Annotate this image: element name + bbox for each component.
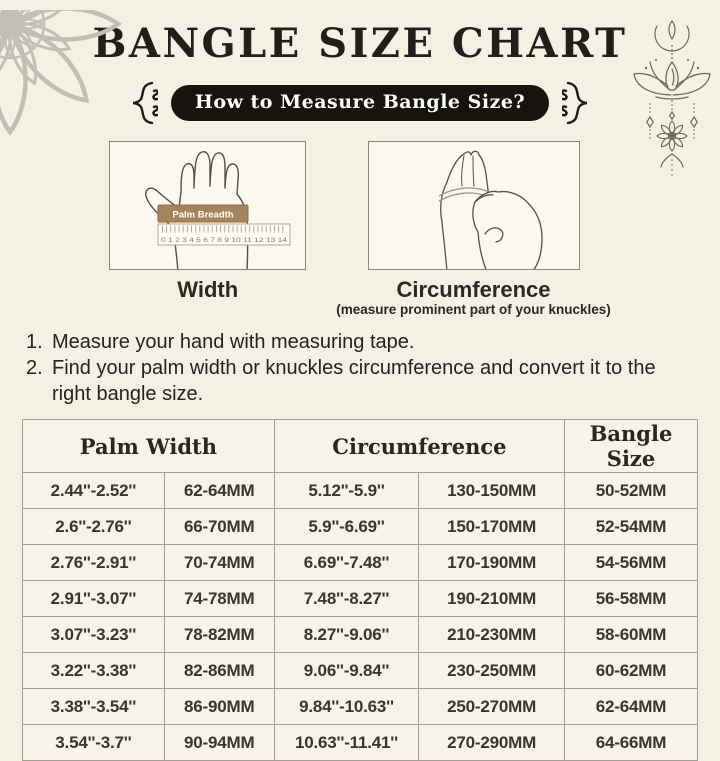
table-row [23, 725, 698, 761]
table-cell: 9.06''-9.84'' [274, 653, 418, 689]
table-cell: 3.22''-3.38'' [23, 653, 165, 689]
table-row [23, 473, 698, 509]
table-cell: 82-86MM [164, 653, 274, 689]
table-cell: 7.48''-8.27'' [274, 581, 418, 617]
mandala-flower-icon [0, 10, 224, 250]
table-cell: 9.84''-10.63'' [274, 689, 418, 725]
table-cell: 58-60MM [565, 617, 698, 653]
instructions [26, 329, 698, 407]
table-cell: 50-52MM [565, 473, 698, 509]
hanging-lotus-ornament-icon [626, 20, 718, 180]
table-cell: 230-250MM [419, 653, 565, 689]
how-to-measure-badge: How to Measure Bangle Size? [171, 85, 549, 121]
bangle-size-header: Bangle Size [565, 420, 698, 473]
table-cell: 130-150MM [419, 473, 565, 509]
table-header-row [23, 420, 698, 473]
table-cell: 62-64MM [164, 473, 274, 509]
table-row [23, 653, 698, 689]
instruction-item [26, 329, 698, 355]
table-cell: 54-56MM [565, 545, 698, 581]
table-cell: 150-170MM [419, 509, 565, 545]
table-cell: 2.44''-2.52'' [23, 473, 165, 509]
table-cell: 64-66MM [565, 725, 698, 761]
bangle-size-chart-page [0, 20, 720, 752]
table-cell: 90-94MM [164, 725, 274, 761]
palm-breadth-chip-label: Palm Breadth [172, 209, 234, 221]
table-cell: 74-78MM [164, 581, 274, 617]
circumference-figure-column [336, 141, 611, 317]
table-cell: 250-270MM [419, 689, 565, 725]
table-cell: 66-70MM [164, 509, 274, 545]
table-row [23, 581, 698, 617]
circumference-figure-box [368, 141, 580, 270]
table-cell: 5.12''-5.9'' [274, 473, 418, 509]
table-cell: 170-190MM [419, 545, 565, 581]
table-cell: 3.38''-3.54'' [23, 689, 165, 725]
curly-flourish-icon [562, 80, 592, 126]
table-cell: 270-290MM [419, 725, 565, 761]
circumference-note: (measure prominent part of your knuckles) [336, 302, 611, 318]
table-cell: 2.76''-2.91'' [23, 545, 165, 581]
instruction-number: 1. [26, 331, 43, 354]
instruction-text: Find your palm width or knuckles circumference and convert it to the right bangle size. [52, 357, 656, 406]
width-label: Width [177, 277, 239, 302]
table-cell: 10.63''-11.41'' [274, 725, 418, 761]
size-table-body [23, 473, 698, 761]
table-row [23, 545, 698, 581]
table-row [23, 689, 698, 725]
table-cell: 8.27''-9.06'' [274, 617, 418, 653]
table-cell: 78-82MM [164, 617, 274, 653]
table-cell: 3.54''-3.7'' [23, 725, 165, 761]
table-cell: 56-58MM [565, 581, 698, 617]
circumference-label: Circumference [396, 277, 551, 302]
circumference-header: Circumference [274, 420, 564, 473]
palm-width-header: Palm Width [23, 420, 275, 473]
instruction-number: 2. [26, 357, 43, 380]
table-row [23, 617, 698, 653]
table-cell: 52-54MM [565, 509, 698, 545]
table-cell: 62-64MM [565, 689, 698, 725]
table-cell: 86-90MM [164, 689, 274, 725]
table-cell: 5.9''-6.69'' [274, 509, 418, 545]
table-cell: 2.91''-3.07'' [23, 581, 165, 617]
table-cell: 190-210MM [419, 581, 565, 617]
ruler-numbers: 0 1 2 3 4 5 6 7 8 9 10 11 12 13 14 [161, 238, 289, 244]
table-cell: 70-74MM [164, 545, 274, 581]
instruction-item [26, 355, 698, 407]
table-row [23, 509, 698, 545]
table-cell: 210-230MM [419, 617, 565, 653]
table-cell: 2.6''-2.76'' [23, 509, 165, 545]
table-cell: 6.69''-7.48'' [274, 545, 418, 581]
page-title: BANGLE SIZE CHART [92, 20, 628, 67]
table-cell: 60-62MM [565, 653, 698, 689]
instruction-text: Measure your hand with measuring tape. [52, 331, 415, 354]
table-cell: 3.07''-3.23'' [23, 617, 165, 653]
hand-circumference-illustration-icon [369, 142, 579, 269]
bangle-size-table [22, 419, 698, 761]
